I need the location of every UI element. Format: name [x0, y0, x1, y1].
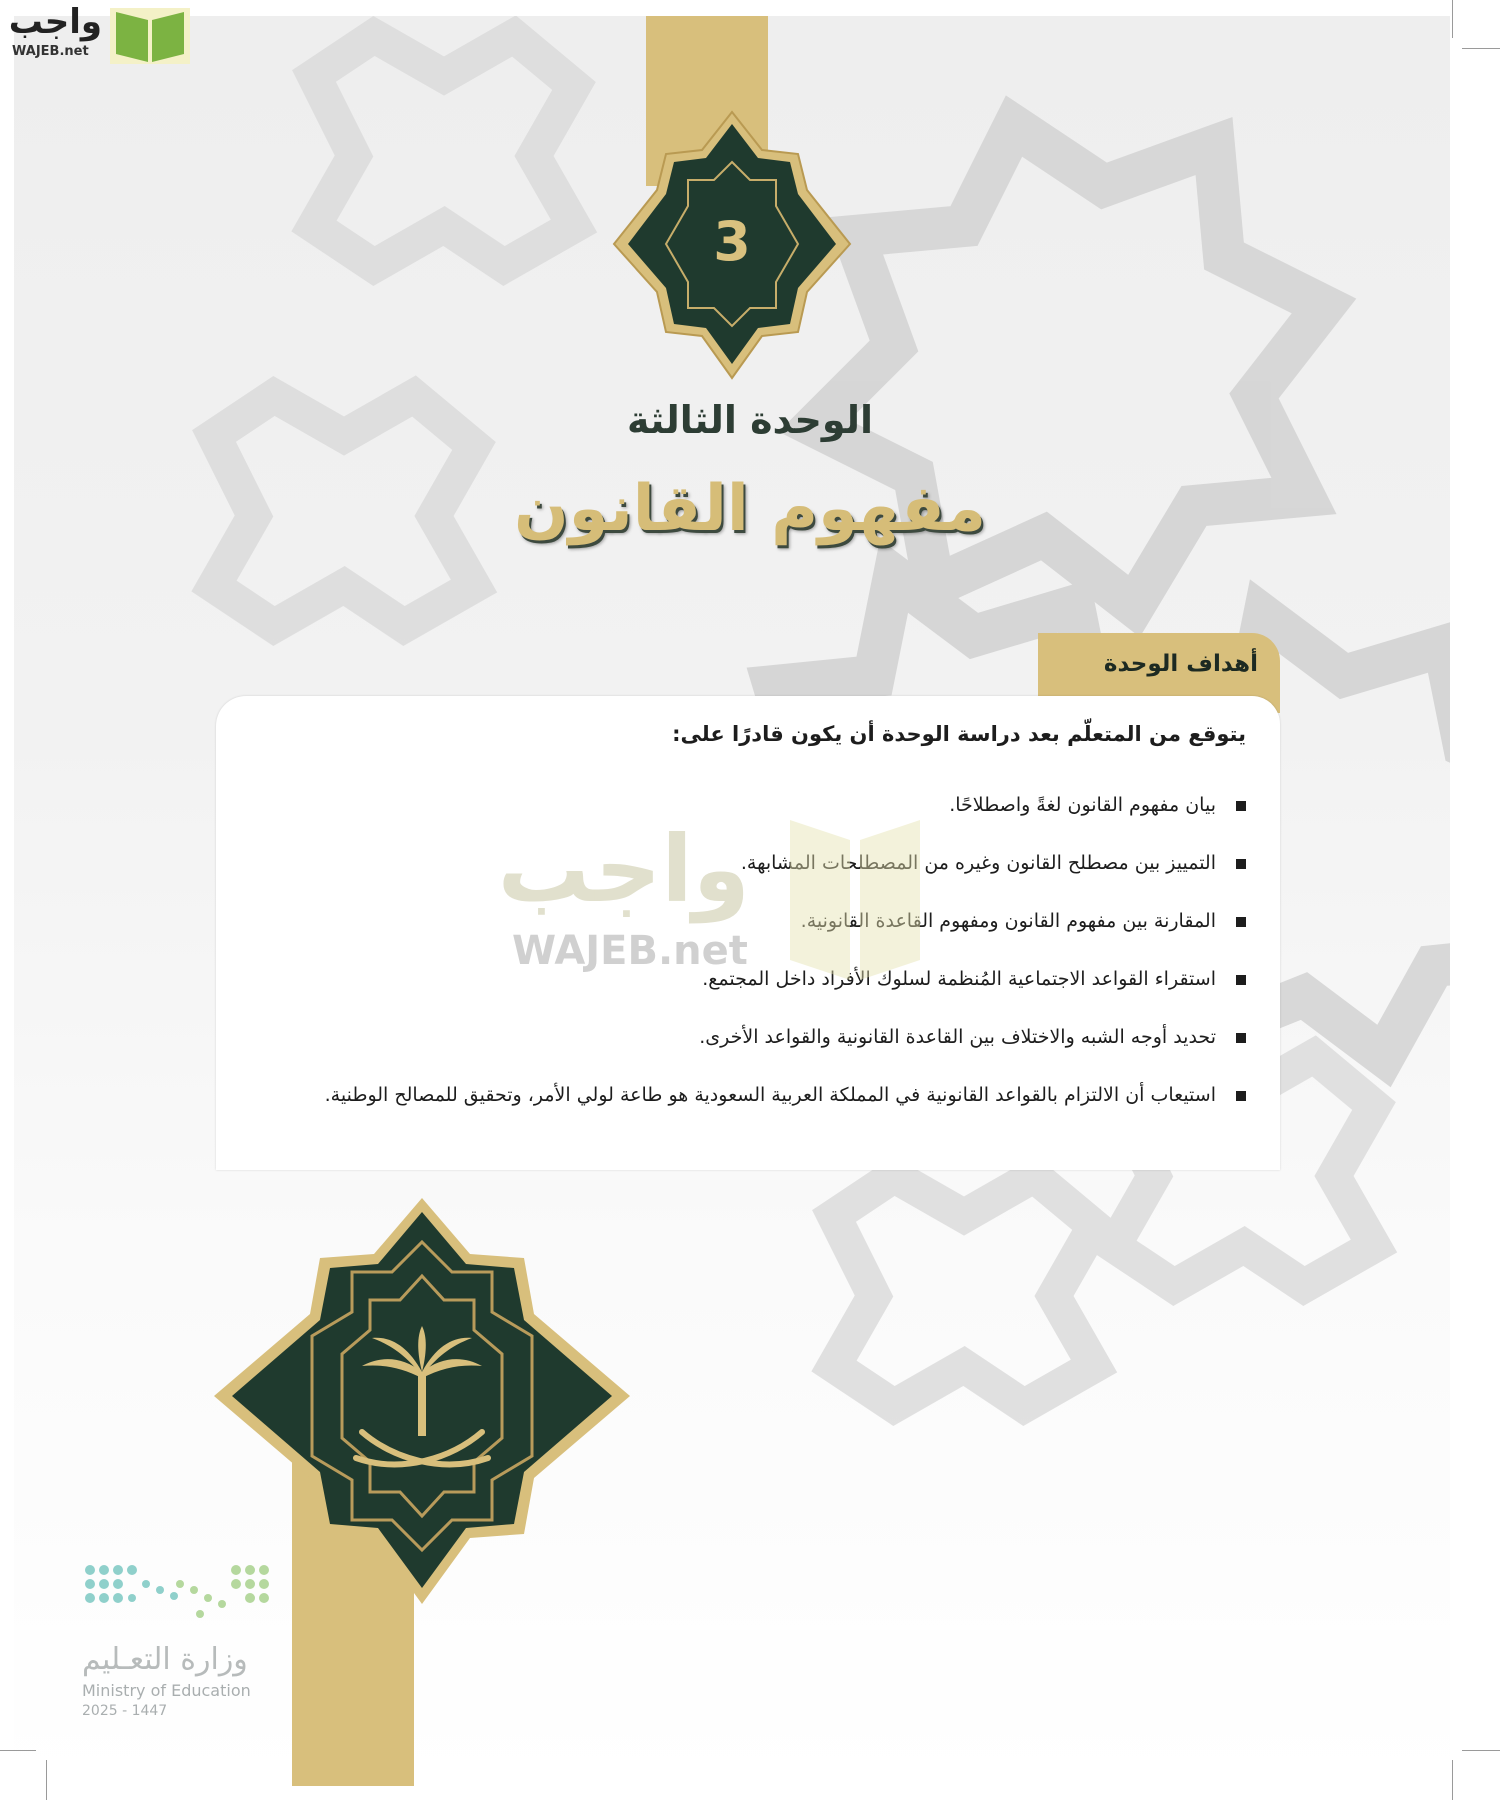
square-bullet-icon: [1236, 1033, 1246, 1043]
brand-name-arabic[interactable]: واجب: [8, 2, 102, 42]
square-bullet-icon: [1236, 1091, 1246, 1101]
objective-text: استيعاب أن الالتزام بالقواعد القانونية في المملكة العربية السعودية هو طاعة لولي الأمر، وتحقيق للمصالح الوطنية.: [324, 1084, 1216, 1106]
square-bullet-icon: [1236, 975, 1246, 985]
unit-title: مفهوم القانون: [513, 472, 987, 546]
unit-number: 3: [713, 210, 751, 273]
crop-mark: [1462, 1750, 1500, 1751]
ministry-name-english: Ministry of Education: [82, 1681, 251, 1700]
crop-mark: [1452, 1760, 1453, 1800]
crop-mark: [46, 1760, 47, 1800]
saudi-palm-swords-emblem-icon: [212, 1196, 632, 1606]
ministry-year: 2025 - 1447: [82, 1703, 168, 1719]
objectives-tab: أهداف الوحدة: [1038, 633, 1280, 713]
square-bullet-icon: [1236, 801, 1246, 811]
watermark-arabic: واجب: [497, 816, 750, 923]
list-item: [266, 1014, 1246, 1060]
objective-text: المقارنة بين مفهوم القانون ومفهوم القاعدة القانونية.: [800, 910, 1216, 932]
objective-text: استقراء القواعد الاجتماعية المُنظمة لسلوك الأفراد داخل المجتمع.: [702, 968, 1216, 990]
square-bullet-icon: [1236, 859, 1246, 869]
crop-mark: [0, 1750, 36, 1751]
square-bullet-icon: [1236, 917, 1246, 927]
objective-text: التمييز بين مصطلح القانون وغيره من المصطلحات المشابهة.: [740, 852, 1216, 874]
crop-mark: [1462, 48, 1500, 49]
list-item: [266, 1072, 1246, 1118]
watermark-english: WAJEB.net: [512, 928, 748, 974]
objective-text: تحديد أوجه الشبه والاختلاف بين القاعدة القانونية والقواعد الأخرى.: [699, 1026, 1216, 1048]
unit-label: الوحدة الثالثة: [626, 398, 874, 442]
ministry-name-arabic: وزارة التعـليم: [82, 1642, 248, 1677]
crop-mark: [1452, 0, 1453, 38]
objective-text: بيان مفهوم القانون لغةً واصطلاحًا.: [949, 794, 1216, 816]
brand-name-english[interactable]: WAJEB.net: [12, 44, 89, 59]
objectives-intro: يتوقع من المتعلّم بعد دراسة الوحدة أن يكون قادرًا على:: [672, 722, 1246, 746]
